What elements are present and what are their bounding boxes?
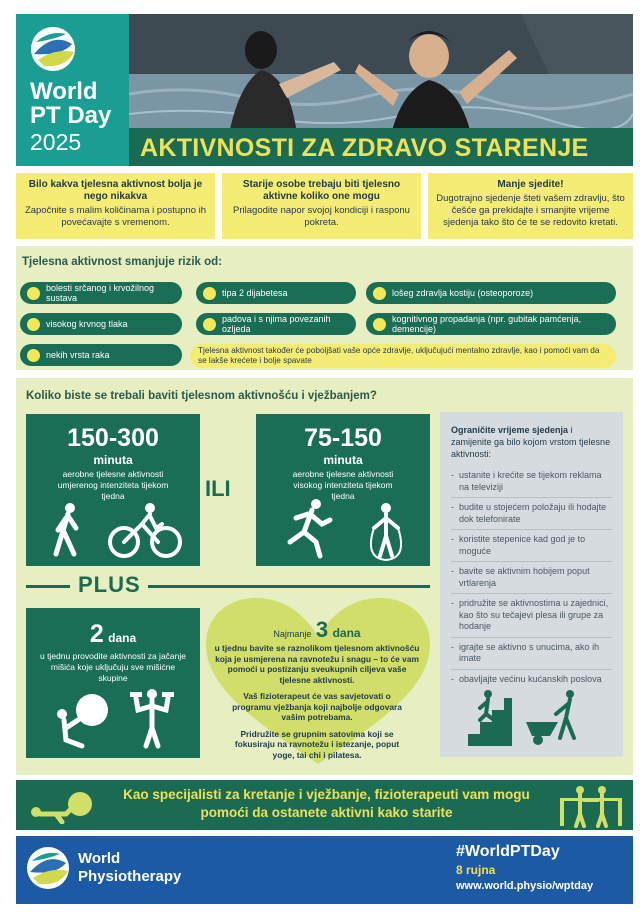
footer-org-line2: Physiotherapy <box>78 868 182 885</box>
limits-intro <box>451 424 612 460</box>
page-title: AKTIVNOSTI ZA ZDRAVO STARENJE <box>140 134 589 162</box>
limits-intro-rest: i zamijenite ga bilo kojom vrstom tjelesne aktivnosti: <box>451 425 611 459</box>
risk-pill <box>196 313 356 335</box>
limits-item: - ustanite i krećite se tijekom reklama na televiziji <box>451 466 612 498</box>
heart-days-value: 3 <box>315 617 329 642</box>
tip-body: Prilagodite napor svojoj kondiciji i rasponu pokreta. <box>233 205 410 228</box>
tip-card <box>16 173 215 239</box>
tip-card <box>222 173 421 239</box>
tip-heading: Bilo kakva tjelesna aktivnost bolja je nego nikakva <box>28 179 203 202</box>
logo-year: 2025 <box>30 129 82 155</box>
world-physiotherapy-logo-icon <box>26 846 70 890</box>
strength-days-value: 2 <box>89 620 104 648</box>
heart-prefix: Najmanje <box>273 629 312 639</box>
plus-rule-left <box>26 585 70 588</box>
bullet-dot-icon <box>27 349 40 362</box>
risk-item: padova i s njima povezanih ozljeda <box>222 314 331 334</box>
risk-item: bolesti srčanog i krvožilnog sustava <box>46 283 155 303</box>
strength-box <box>26 608 200 758</box>
risk-item: kognitivnog propadanja (npr. gubitak pamćenja, demencije) <box>392 314 582 334</box>
limits-intro-bold: Ograničite vrijeme sjedenja <box>451 425 569 435</box>
logo-line1: World <box>30 78 98 105</box>
vigorous-activity-box <box>256 414 430 566</box>
physio-assist-icon <box>558 784 628 828</box>
moderate-activity-box <box>26 414 200 566</box>
footer-org-line1: World <box>78 850 121 867</box>
footer-hashtag: #WorldPTDay <box>456 843 560 860</box>
limits-item: - bavite se aktivnim hobijem poput vrtlarenja <box>451 562 612 594</box>
tip-card <box>428 173 633 239</box>
vigorous-minutes-value: 75-150 <box>304 424 382 452</box>
risk-pill <box>196 282 356 304</box>
or-label: ILI <box>205 476 231 501</box>
risk-note: Tjelesna aktivnost također će poboljšati vaše opće zdravlje, uključujući mentalno zdravlje, kao i pomoći vam da se lakše krećete i bolje spavate <box>190 344 616 368</box>
bullet-dot-icon <box>373 318 386 331</box>
tip-heading: Starije osobe trebaju biti tjelesno aktivne koliko one mogu <box>242 179 401 202</box>
activity-question: Koliko biste se trebali baviti tjelesnom aktivnošću i vježbanjem? <box>26 390 377 402</box>
walking-cycling-icon <box>46 502 186 560</box>
plus-rule-right <box>148 585 430 588</box>
risk-item: visokog krvnog tlaka <box>46 319 128 329</box>
limits-item: - pridružite se aktivnostima u zajednici, kao što su tečajevi plesa ili grupe za hodanje <box>451 594 612 638</box>
heart-paragraph: Pridružite se grupnim satovima koji se fokusiraju na ravnotežu i istezanje, poput yoge, tai chi i pilatesa. <box>234 728 400 760</box>
moderate-desc: aerobne tjelesne aktivnosti umjerenog intenziteta tijekom tjedna <box>57 469 169 501</box>
limits-item: - obavljajte većinu kućanskih poslova <box>451 670 612 690</box>
strength-desc: u tjednu provodite aktivnosti za jačanje mišića koje uključuju sve mišićne skupine <box>39 651 186 683</box>
bullet-dot-icon <box>203 287 216 300</box>
stairs-gardening-icon <box>466 690 602 748</box>
limits-item: - budite u stojećem položaju ili hodajte dok telefonirate <box>451 498 612 530</box>
bullet-dot-icon <box>203 318 216 331</box>
limits-item: - koristite stepenice kad god je to moguće <box>451 530 612 562</box>
heart-paragraph: u tjednu bavite se raznolikom tjelesnom aktivnošću koja je usmjerena na ravnotežu i snagu – to će vam pomoći u postizanju sveukupnih ciljeva vaše tjelesne aktivnosti. <box>214 643 420 685</box>
running-skipping-icon <box>276 498 416 562</box>
world-pt-day-logo-icon <box>30 26 76 72</box>
risk-pill <box>20 313 182 335</box>
risk-item: tipa 2 dijabetesa <box>222 288 288 298</box>
limits-item: - igrajte se aktivno s unucima, ako ih imate <box>451 638 612 670</box>
strength-days-unit: dana <box>108 631 137 645</box>
risk-pill <box>366 282 616 304</box>
bullet-dot-icon <box>27 318 40 331</box>
vigorous-desc: aerobne tjelesne aktivnosti visokog intenziteta tijekom tjedna <box>292 469 394 501</box>
tip-body: Dugotrajno sjedenje šteti vašem zdravlju, što češće ga prekidajte i smanjite vrijeme sjedenja tako što će te se redovito kretati. <box>436 193 625 228</box>
risk-pill <box>366 313 616 335</box>
moderate-minutes-unit: minuta <box>93 453 133 467</box>
exercise-ball-weights-icon <box>48 688 182 752</box>
risk-item: nekih vrsta raka <box>46 350 110 360</box>
footer-url[interactable]: www.world.physio/wptday <box>456 880 594 892</box>
risk-pill <box>20 282 182 304</box>
limits-list <box>451 466 612 689</box>
moderate-minutes-value: 150-300 <box>67 424 159 452</box>
pilates-ball-icon <box>26 790 96 824</box>
tip-heading: Manje sjedite! <box>497 179 564 190</box>
bullet-dot-icon <box>27 287 40 300</box>
risk-title: Tjelesna aktivnost smanjuje rizik od: <box>22 256 223 268</box>
risk-pill <box>20 344 182 366</box>
bullet-dot-icon <box>373 287 386 300</box>
heart-days-unit: dana <box>332 626 361 640</box>
vigorous-minutes-unit: minuta <box>323 453 363 467</box>
heart-content <box>214 617 420 760</box>
risk-item: lošeg zdravlja kostiju (osteoporoze) <box>392 288 534 298</box>
heart-paragraph: Vaš fizioterapeut će vas savjetovati o programu vježbanja koji najbolje odgovara vašim potrebama. <box>232 691 402 722</box>
logo-line2: PT Day <box>30 102 112 129</box>
footer-date: 8 rujna <box>456 863 496 877</box>
tip-body: Započnite s malim količinama i postupno ih povećavajte s vremenom. <box>24 205 207 228</box>
banner-text: Kao specijalisti za kretanje i vježbanje, fizioterapeuti vam mogu pomoći da ostanete aktivni kako starite <box>123 787 530 820</box>
plus-label: PLUS <box>78 572 141 597</box>
